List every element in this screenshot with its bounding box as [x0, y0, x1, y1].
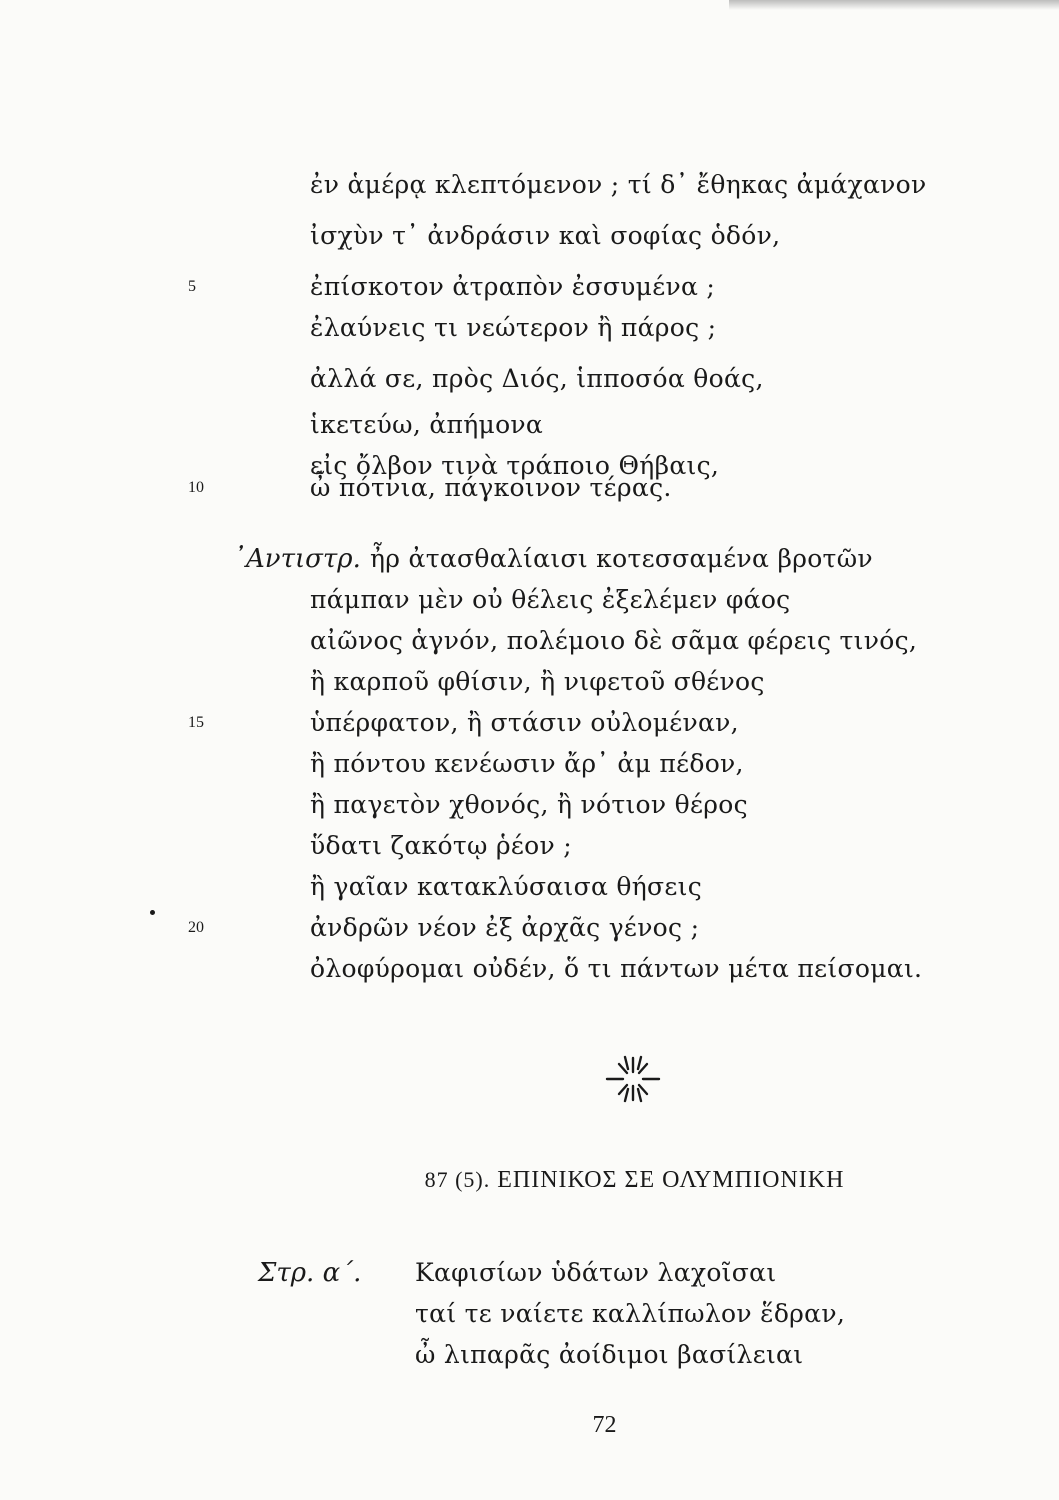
poem-line: ἢ γαῖαν κατακλύσαισα θήσεις: [310, 872, 703, 901]
poem-line: Καφισίων ὑδάτων λαχοῖσαι: [415, 1258, 777, 1287]
ornament-star-icon: [601, 1052, 665, 1106]
line-number: 5: [188, 278, 196, 295]
poem-line: ἐπίσκοτον ἀτραπὸν ἐσσυμένα ;: [310, 272, 716, 301]
line-number: 15: [188, 714, 204, 731]
line-number: 10: [188, 479, 204, 496]
poem-line: ἢ πόντου κενέωσιν ἄρ᾽ ἀμ πέδον,: [310, 749, 744, 778]
margin-dot: [150, 910, 155, 915]
page-number: 72: [592, 1412, 617, 1438]
poem-line: ἢ παγετὸν χθονός, ἢ νότιον θέρος: [310, 790, 748, 819]
heading-number: 87 (5).: [424, 1167, 491, 1192]
poem-line: ὦ πότνια, πάγκοινον τέρας.: [310, 473, 672, 502]
poem-line: ἐν ἁμέρᾳ κλεπτόμενον ; τί δ᾽ ἔθηκας ἀμάχανον: [310, 170, 927, 199]
antistrophe-label: ᾽Αντιστρ.: [233, 544, 361, 574]
page-edge-shadow: [729, 0, 1059, 10]
poem-line: ὦ λιπαρᾶς ἀοίδιμοι βασίλειαι: [415, 1340, 804, 1369]
poem-line: ἢ καρποῦ φθίσιν, ἢ νιφετοῦ σθένος: [310, 667, 765, 696]
poem-line: πάμπαν μὲν οὐ θέλεις ἐξελέμεν φάος: [310, 585, 791, 614]
section-heading: [0, 1165, 1059, 1195]
poem-line: εἰς ὄλβον τινὰ τράποιο Θήβαις,: [310, 451, 720, 480]
heading-title: ΕΠΙΝΙΚΟΣ ΣΕ ΟΛΥΜΠΙΟΝΙΚΗ: [497, 1167, 845, 1193]
poem-line: ὕδατι ζακότῳ ῥέον ;: [310, 831, 572, 860]
line-number: 20: [188, 919, 204, 936]
poem-line: ἐλαύνεις τι νεώτερον ἢ πάρος ;: [310, 313, 717, 342]
poem-line: ἀνδρῶν νέον ἐξ ἀρχᾶς γένος ;: [310, 913, 700, 942]
poem-line: ἦρ ἀτασθαλίαισι κοτεσσαμένα βροτῶν: [370, 544, 873, 573]
strophe-label: Στρ. α΄.: [258, 1258, 362, 1288]
poem-line: αἰῶνος ἁγνόν, πολέμοιο δὲ σᾶμα φέρεις τινός,: [310, 626, 918, 655]
poem-line: ἀλλά σε, πρὸς Διός, ἱπποσόα θοάς,: [310, 364, 764, 393]
poem-line: ἱκετεύω, ἀπήμονα: [310, 410, 544, 439]
poem-line: ταί τε ναίετε καλλίπωλον ἕδραν,: [415, 1299, 846, 1328]
poem-line: ὀλοφύρομαι οὐδέν, ὅ τι πάντων μέτα πείσομαι.: [310, 954, 923, 983]
poem-line: ἰσχὺν τ᾽ ἀνδράσιν καὶ σοφίας ὁδόν,: [310, 221, 781, 250]
poem-line: ὑπέρφατον, ἢ στάσιν οὐλομέναν,: [310, 708, 739, 737]
